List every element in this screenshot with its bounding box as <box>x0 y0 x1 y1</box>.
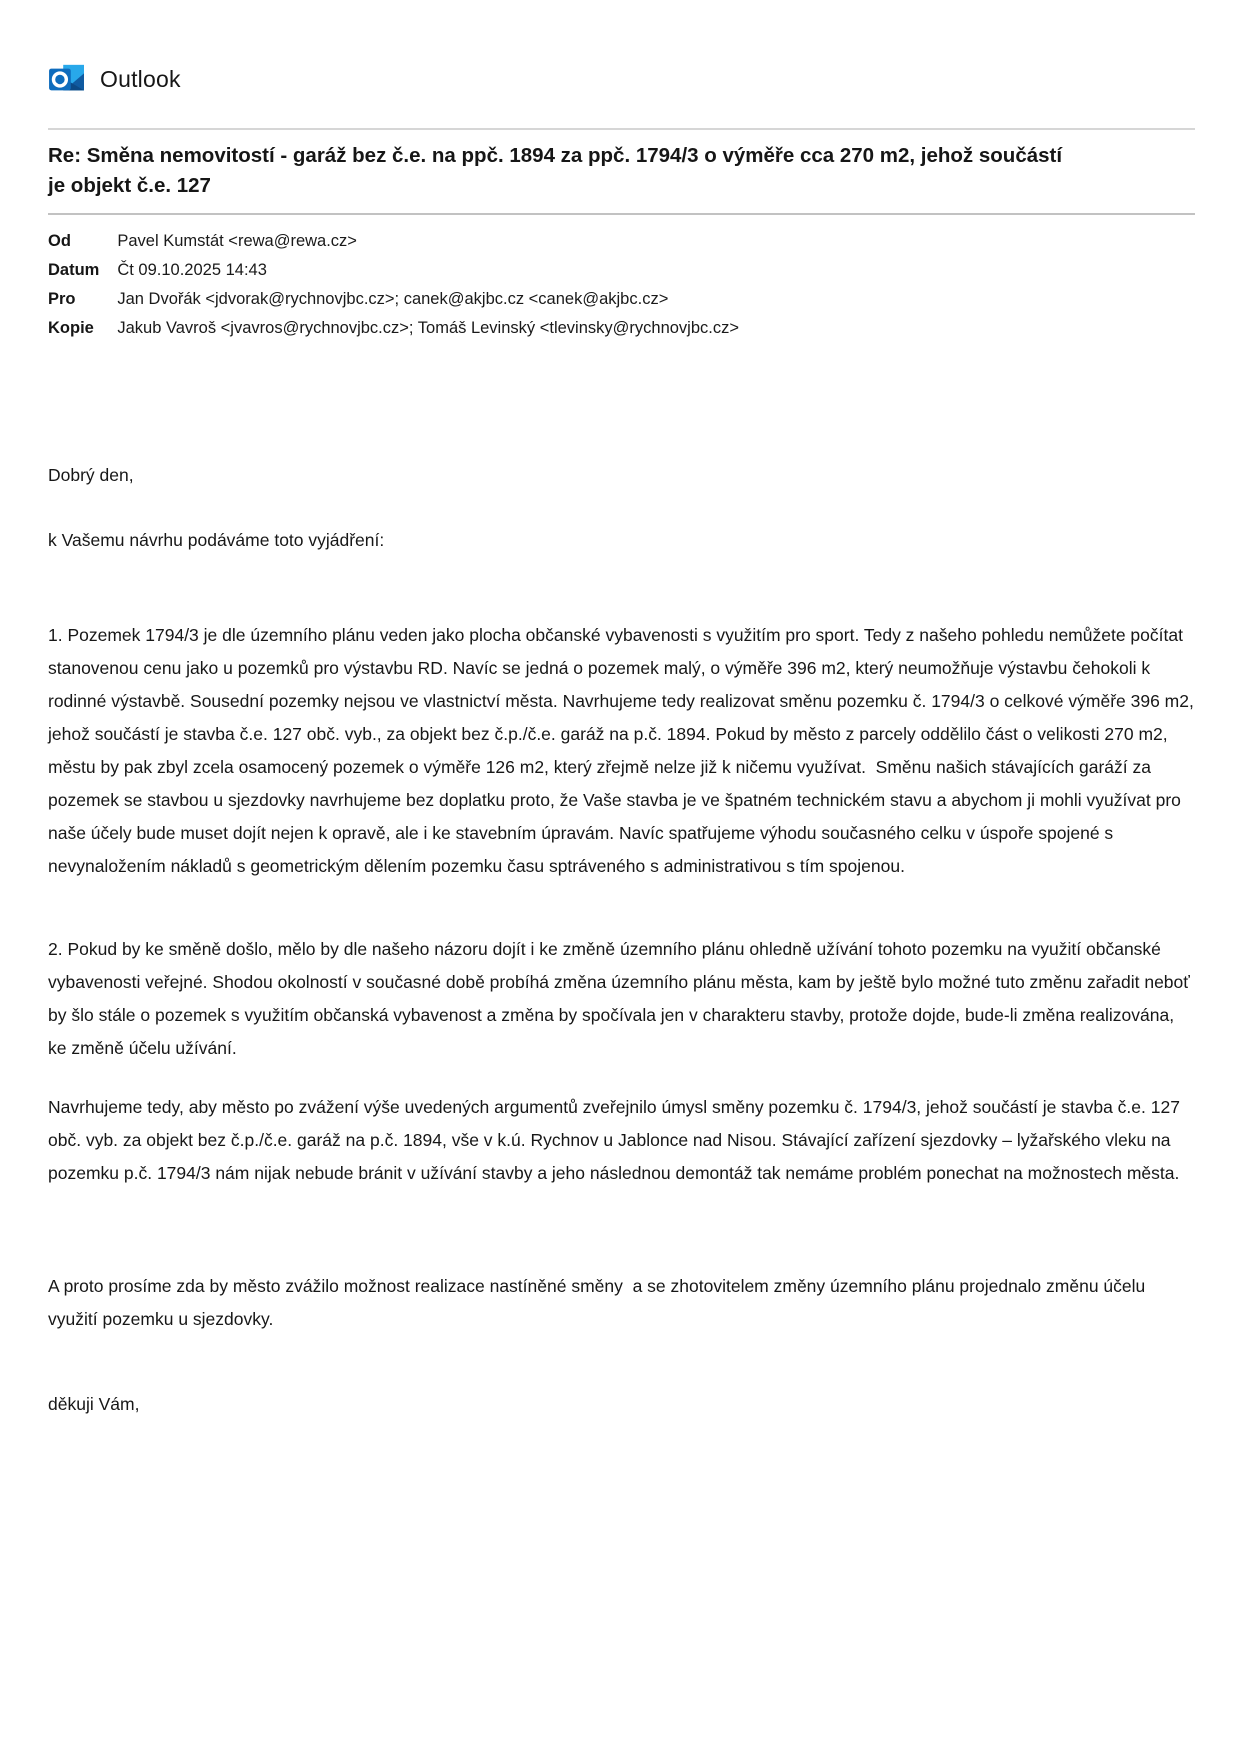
body-paragraph-1: 1. Pozemek 1794/3 je dle územního plánu veden jako plocha občanské vybavenosti s využitím pro sport. Tedy z našeho pohledu nemůžete počítat stanovenou cenu jako u pozemků pro výstavbu RD. Navíc se jedná o pozemek malý, o výměře 396 m2, který neumožňuje výstavbu čehokoli k rodinné výstavbě. Sousední pozemky nejsou ve vlastnictví města. Navrhujeme tedy realizovat směnu pozemku č. 1794/3 o celkové výměře 396 m2, jehož součástí je stavba č.e. 127 obč. vyb., za objekt bez č.p./č.e. garáž na p.č. 1894. Pokud by město z parcely oddělilo část o velikosti 270 m2, městu by pak zbyl zcela osamocený pozemek o výměře 126 m2, který zřejmě nelze již k ničemu využívat. Směnu našich stávajících garáží za pozemek se stavbou u sjezdovky navrhujeme bez doplatku proto, že Vaše stavba je ve špatném technickém stavu a abychom ji mohli využívat pro naše účely bude muset dojít nejen k opravě, ale i ke stavebním úpravám. Navíc spatřujeme výhodu současného celku v úspoře spojené s nevynaložením nákladů s geometrickým dělením pozemku času sptráveného s administrativou s tím spojenou. <box>48 625 1199 876</box>
meta-value-to: Jan Dvořák <jdvorak@rychnovjbc.cz>; canek@akjbc.cz <canek@akjbc.cz> <box>117 290 669 308</box>
closing-line: děkuji Vám, <box>48 1394 140 1414</box>
meta-label-from: Od <box>48 232 71 250</box>
outlook-logo-icon <box>48 62 86 96</box>
email-meta <box>48 231 739 347</box>
divider-subject <box>48 213 1195 215</box>
body-paragraph-2: 2. Pokud by ke směně došlo, mělo by dle našeho názoru dojít i ke změně územního plánu ohledně užívání tohoto pozemku na využití občanské vybavenosti veřejné. Shodou okolností v současné době probíhá změna územního plánu města, kam by ještě bylo možné tuto změnu zařadit neboť by šlo stále o pozemek s využitím občanská vybavenost a změna by spočívala jen v charakteru stavby, protože dojde, bude-li změna realizována, ke změně účelu užívání. <box>48 939 1195 1058</box>
app-name: Outlook <box>100 65 181 92</box>
meta-row-to <box>48 289 739 318</box>
meta-row-cc <box>48 318 739 347</box>
body-paragraph-3: Navrhujeme tedy, aby město po zvážení výše uvedených argumentů zveřejnilo úmysl směny pozemku č. 1794/3, jehož součástí je stavba č.e. 127 obč. vyb. za objekt bez č.p./č.e. garáž na p.č. 1894, vše v k.ú. Rychnov u Jablonce nad Nisou. Stávající zařízení sjezdovky – lyžařského vleku na pozemku p.č. 1794/3 nám nijak nebude bránit v užívání stavby a jeho následnou demontáž tak nemáme problém ponechat na možnostech města. <box>48 1097 1185 1183</box>
body-paragraph-4: A proto prosíme zda by město zvážilo možnost realizace nastíněné směny a se zhotovitelem změny územního plánu projednalo změnu účelu využití pozemku u sjezdovky. <box>48 1276 1151 1329</box>
meta-label-date: Datum <box>48 261 100 279</box>
meta-label-cc: Kopie <box>48 319 94 337</box>
meta-value-cc: Jakub Vavroš <jvavros@rychnovjbc.cz>; Tomáš Levinský <tlevinsky@rychnovjbc.cz> <box>117 319 739 337</box>
meta-value-date: Čt 09.10.2025 14:43 <box>117 261 267 279</box>
meta-row-date <box>48 260 739 289</box>
meta-value-from: Pavel Kumstát <rewa@rewa.cz> <box>117 232 357 250</box>
meta-label-to: Pro <box>48 290 76 308</box>
greeting: Dobrý den, <box>48 465 134 485</box>
intro-line: k Vašemu návrhu podáváme toto vyjádření: <box>48 530 385 550</box>
app-header <box>48 62 1195 96</box>
email-subject: Re: Směna nemovitostí - garáž bez č.e. na ppč. 1894 za ppč. 1794/3 o výměře cca 270 m2, jehož součástí je objekt č.e. 127 <box>48 144 1063 197</box>
email-body <box>48 459 1199 1421</box>
meta-row-from <box>48 231 739 260</box>
